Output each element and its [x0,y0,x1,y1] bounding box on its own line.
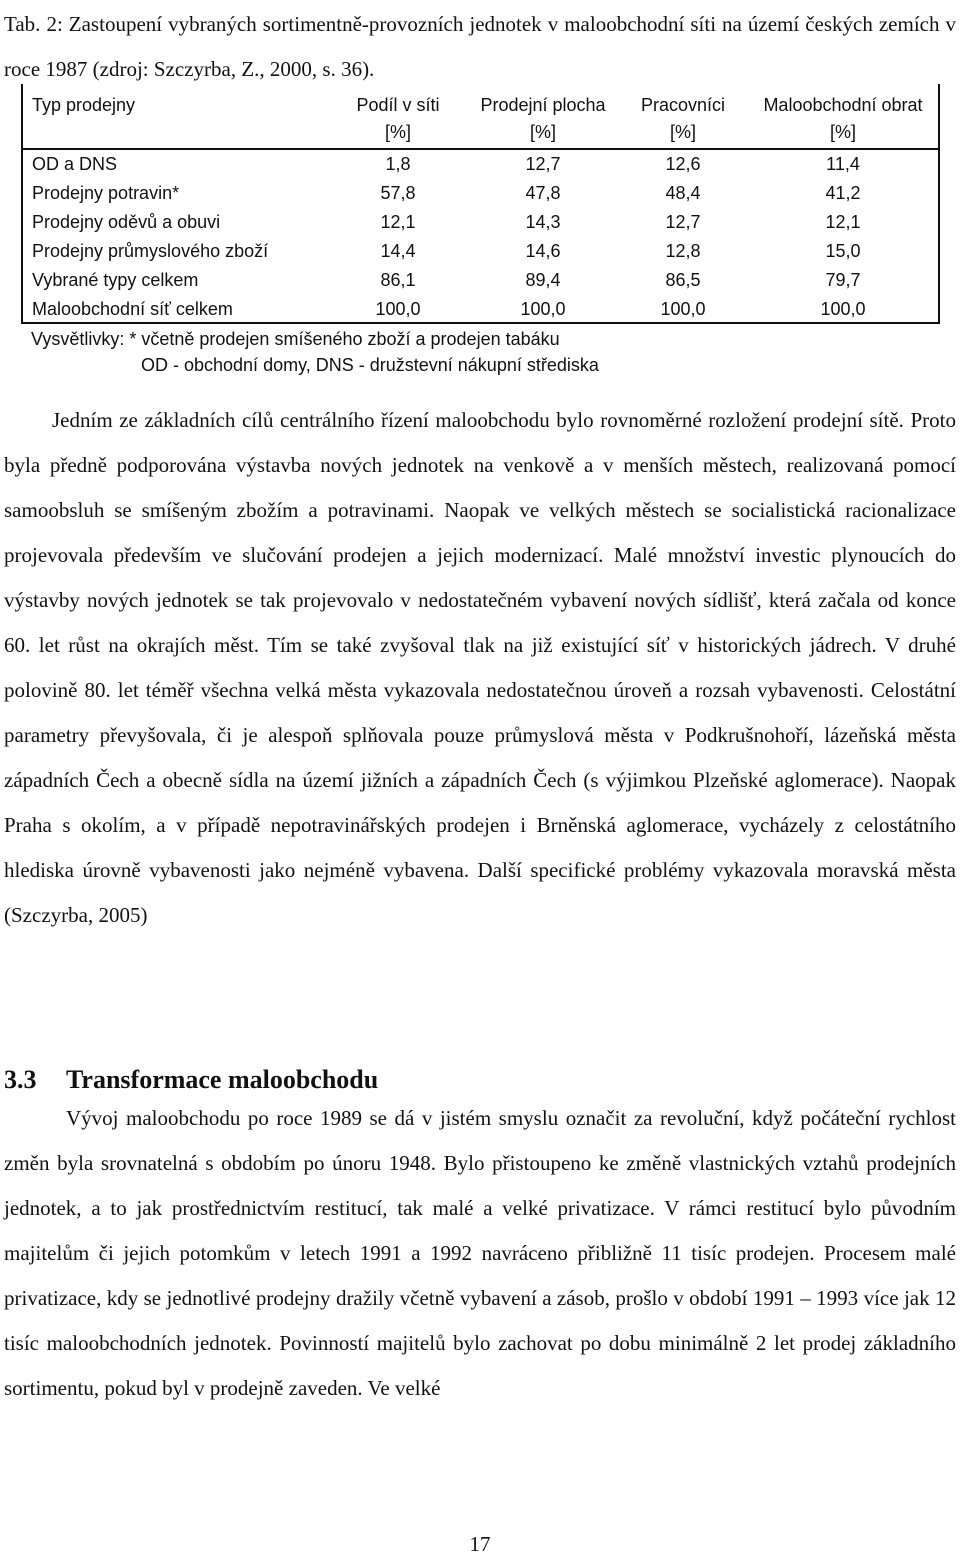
cell-share: 57,8 [380,183,416,203]
header-staff [618,92,748,146]
cell-share: 1,8 [385,154,411,174]
cell-turnover: 11,4 [826,154,860,174]
paragraph-1 [4,398,956,938]
paragraph-2 [4,1096,956,1411]
cell-turnover: 15,0 [825,241,861,261]
cell-turnover: 41,2 [825,183,861,203]
cell-type: Vybrané typy celkem [32,270,199,290]
cell-staff: 12,7 [665,212,701,232]
cell-turnover: 12,1 [825,212,861,232]
table-row [23,150,938,179]
cell-type: Maloobchodní síť celkem [32,299,233,319]
table-row [23,179,938,208]
header-staff-unit: [%] [669,122,696,142]
header-share-unit: [%] [384,122,411,142]
cell-area: 12,7 [525,154,561,174]
cell-turnover: 100,0 [820,299,866,319]
notes-line-2: OD - obchodní domy, DNS - družstevní nákupní střediska [141,355,599,375]
cell-type: Prodejny potravin* [32,183,180,203]
header-type [32,92,135,119]
header-turnover [748,92,938,146]
table-row [23,208,938,237]
cell-share: 14,4 [380,241,416,261]
cell-turnover: 79,7 [825,270,861,290]
cell-staff: 12,8 [665,241,701,261]
cell-type: Prodejny průmyslového zboží [32,241,269,261]
header-turnover-label: Maloobchodní obrat [763,95,923,115]
cell-staff: 100,0 [660,299,706,319]
cell-area: 100,0 [520,299,566,319]
header-staff-label: Pracovníci [640,95,726,115]
header-area-label: Prodejní plocha [480,95,606,115]
table-row [23,266,938,295]
table-caption [4,2,956,92]
page-number: 17 [469,1532,491,1556]
cell-share: 100,0 [375,299,421,319]
cell-area: 47,8 [525,183,561,203]
header-type-label: Typ prodejny [32,95,136,115]
cell-share: 12,1 [380,212,416,232]
header-turnover-unit: [%] [829,122,856,142]
header-share-label: Podíl v síti [356,95,440,115]
section-title: Transformace maloobchodu [66,1065,379,1094]
cell-area: 14,6 [525,241,561,261]
header-share [328,92,468,146]
header-area [468,92,618,146]
cell-type: Prodejny oděvů a obuvi [32,212,221,232]
table-row [23,237,938,266]
cell-type: OD a DNS [32,154,118,174]
paragraph-1-text: Jedním ze základních cílů centrálního řízení maloobchodu bylo rovnoměrné rozložení prodejní sítě. Proto byla předně podporována výstavba nových jednotek na venkově a v menších městech, realizovaná pomocí samoobsluh se smíšeným zbožím a potravinami. Naopak ve velkých městech se socialistická racionalizace projevovala především ve slučování prodejen a jejich modernizací. Malé množství investic plynoucích do výstavby nových jednotek se tak projevovalo v nedostatečném vybavení nových sídlišť, která začala od konce 60. let růst na okrajích měst. Tím se také zvyšoval tlak na již existující síť v historických jádrech. V druhé polovině 80. let téměř všechna velká města vykazovala nedostatečnou úroveň a rozsah vybavenosti. Celostátní parametry převyšovala, či je alespoň splňovala pouze průmyslová města v Podkrušnohoří, lázeňská města západních Čech a obecně sídla na území jižních a západních Čech (s výjimkou Plzeňské aglomerace). Naopak Praha s okolím, a v případě nepotravinářských prodejen i Brněnská aglomerace, vycházely z celostátního hlediska úrovně vybavenosti jako nejméně vybavena. Další specifické problémy vykazovala moravská města (Szczyrba, 2005) [4,408,956,927]
table-notes [31,326,599,378]
notes-line-1: Vysvětlivky: * včetně prodejen smíšeného zboží a prodejen tabáku [31,329,560,349]
section-heading [4,1060,378,1100]
header-area-unit: [%] [529,122,556,142]
cell-staff: 48,4 [665,183,701,203]
cell-area: 89,4 [525,270,561,290]
cell-area: 14,3 [525,212,561,232]
cell-staff: 12,6 [665,154,701,174]
table-caption-text: Tab. 2: Zastoupení vybraných sortimentně-provozních jednotek v maloobchodní síti na území českých zemích v roce 1987 (zdroj: Szczyrba, Z., 2000, s. 36). [4,12,956,81]
retail-table [21,84,940,324]
section-number: 3.3 [4,1065,37,1094]
table-row [23,295,938,324]
paragraph-2-text: Vývoj maloobchodu po roce 1989 se dá v jistém smyslu označit za revoluční, když počáteční rychlost změn byla srovnatelná s obdobím po únoru 1948. Bylo přistoupeno ke změně vlastnických vztahů prodejních jednotek, a to jak prostřednictvím restitucí, tak malé a velké privatizace. V rámci restitucí bylo původním majitelům či jejich potomkům v letech 1991 a 1992 navráceno přibližně 11 tisíc prodejen. Procesem malé privatizace, kdy se jednotlivé prodejny dražily včetně vybavení a zásob, prošlo v období 1991 – 1993 více jak 12 tisíc maloobchodních jednotek. Povinností majitelů bylo zachovat po dobu minimálně 2 let prodej základního sortimentu, pokud byl v prodejně zaveden. Ve velké [4,1106,956,1400]
cell-staff: 86,5 [665,270,701,290]
cell-share: 86,1 [380,270,416,290]
